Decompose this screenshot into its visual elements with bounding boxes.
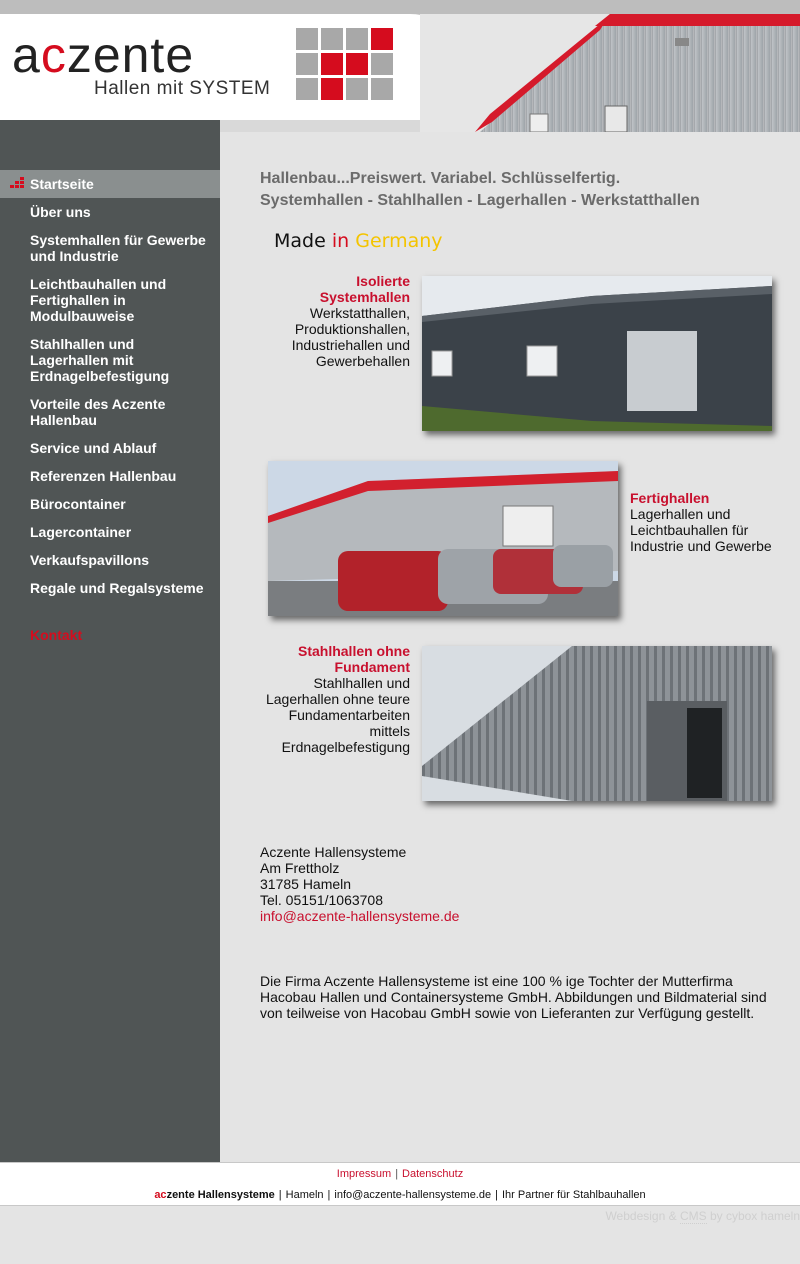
- nav-item-startseite[interactable]: [0, 170, 220, 198]
- footer-separator: |: [395, 1168, 399, 1180]
- footer-info: [0, 1189, 800, 1201]
- nav-label: Startseite: [30, 176, 94, 192]
- footer-separator: |: [278, 1189, 282, 1201]
- feature-description: Lagerhallen und Leichtbauhallen für Industrie und Gewerbe: [630, 506, 772, 554]
- nav-item-referenzen[interactable]: Referenzen Hallenbau: [30, 468, 177, 484]
- sidebar: [0, 120, 220, 1162]
- feature-description: Stahlhallen und Lagerhallen ohne teure Fundamentarbeiten mittels Erdnagelbefestigung: [265, 675, 410, 755]
- made-in-germany-badge: [274, 230, 443, 252]
- main-navigation: [0, 170, 220, 602]
- stahlhalle-photo[interactable]: [422, 646, 772, 801]
- datenschutz-link[interactable]: Datenschutz: [402, 1168, 464, 1180]
- feature-title[interactable]: Stahlhallen ohne Fundament: [297, 643, 410, 675]
- address-email-link[interactable]: info@aczente-hallensysteme.de: [260, 908, 460, 924]
- site-footer: [0, 1162, 800, 1206]
- footer-email[interactable]: info@aczente-hallensysteme.de: [334, 1189, 492, 1201]
- feature-title[interactable]: Isolierte Systemhallen: [319, 273, 410, 305]
- address-city: 31785 Hameln: [260, 876, 352, 892]
- footer-links: [0, 1168, 800, 1180]
- logo-grid-icon: [296, 28, 394, 102]
- feature-fertighallen-text: [630, 490, 800, 554]
- nav-item-service[interactable]: Service und Ablauf: [30, 440, 157, 456]
- active-grid-icon: [10, 177, 24, 189]
- in-word: in: [331, 230, 350, 252]
- address-company: Aczente Hallensysteme: [260, 844, 407, 860]
- company-note: Die Firma Aczente Hallensysteme ist eine 100 % ige Tochter der Mutterfirma Hacobau Hallen und Containersysteme GmbH. Abbildungen und Bildmaterial sind von teilweise von Hacobau GmbH sowie von Lieferanten zur Verfügung gestellt.: [260, 973, 767, 1021]
- logo-letter-c: c: [40, 27, 67, 83]
- logo-tagline: Hallen mit SYSTEM: [94, 78, 271, 99]
- main-content: [220, 132, 800, 1162]
- systemhalle-photo[interactable]: [422, 276, 772, 431]
- headline-secondary: Systemhallen - Stahlhallen - Lagerhallen - Werkstatthallen: [260, 192, 700, 209]
- address-phone: Tel. 05151/1063708: [260, 892, 383, 908]
- logo-letters-zente: zente: [66, 27, 195, 83]
- webdesign-credit[interactable]: Webdesign & CMS by cybox hameln: [605, 1209, 800, 1223]
- header-hall-photo: [420, 14, 800, 132]
- impressum-link[interactable]: Impressum: [336, 1168, 392, 1180]
- fertighalle-photo[interactable]: [268, 461, 618, 616]
- footer-brand: aczente Hallensysteme: [154, 1189, 275, 1201]
- feature-description: Werkstatthallen, Produktionshallen, Industriehallen und Gewerbehallen: [291, 305, 410, 369]
- nav-item-buerocontainer[interactable]: Bürocontainer: [30, 496, 126, 512]
- nav-item-kontakt[interactable]: Kontakt: [30, 627, 83, 643]
- footer-separator: |: [327, 1189, 331, 1201]
- nav-item-regale[interactable]: Regale und Regalsysteme: [30, 580, 204, 596]
- feature-stahlhallen-text: [250, 643, 410, 755]
- headline-primary: Hallenbau...Preiswert. Variabel. Schlüsselfertig.: [260, 170, 621, 187]
- germany-word: Germany: [355, 230, 443, 252]
- logo-letter-a: a: [12, 27, 41, 83]
- footer-separator: |: [495, 1189, 498, 1201]
- feature-title[interactable]: Fertighallen: [630, 490, 710, 506]
- nav-item-verkaufspavillons[interactable]: Verkaufspavillons: [30, 552, 150, 568]
- logo-wordmark[interactable]: [12, 26, 194, 84]
- contact-address: [260, 844, 459, 924]
- nav-item-leichtbauhallen[interactable]: Leichtbauhallen und Fertighallen in Modulbauweise: [30, 276, 167, 324]
- made-word: Made: [274, 230, 326, 252]
- address-street: Am Frettholz: [260, 860, 340, 876]
- footer-city: Hameln: [285, 1189, 324, 1201]
- site-header: [0, 0, 800, 132]
- footer-partner: Ihr Partner für Stahlbauhallen: [501, 1189, 646, 1201]
- nav-item-vorteile[interactable]: Vorteile des Aczente Hallenbau: [30, 396, 166, 428]
- nav-item-systemhallen[interactable]: Systemhallen für Gewerbe und Industrie: [30, 232, 206, 264]
- nav-item-stahlhallen[interactable]: Stahlhallen und Lagerhallen mit Erdnagelbefestigung: [30, 336, 170, 384]
- feature-systemhallen-text: [250, 273, 410, 369]
- nav-item-ueber-uns[interactable]: Über uns: [30, 204, 91, 220]
- nav-item-lagercontainer[interactable]: Lagercontainer: [30, 524, 132, 540]
